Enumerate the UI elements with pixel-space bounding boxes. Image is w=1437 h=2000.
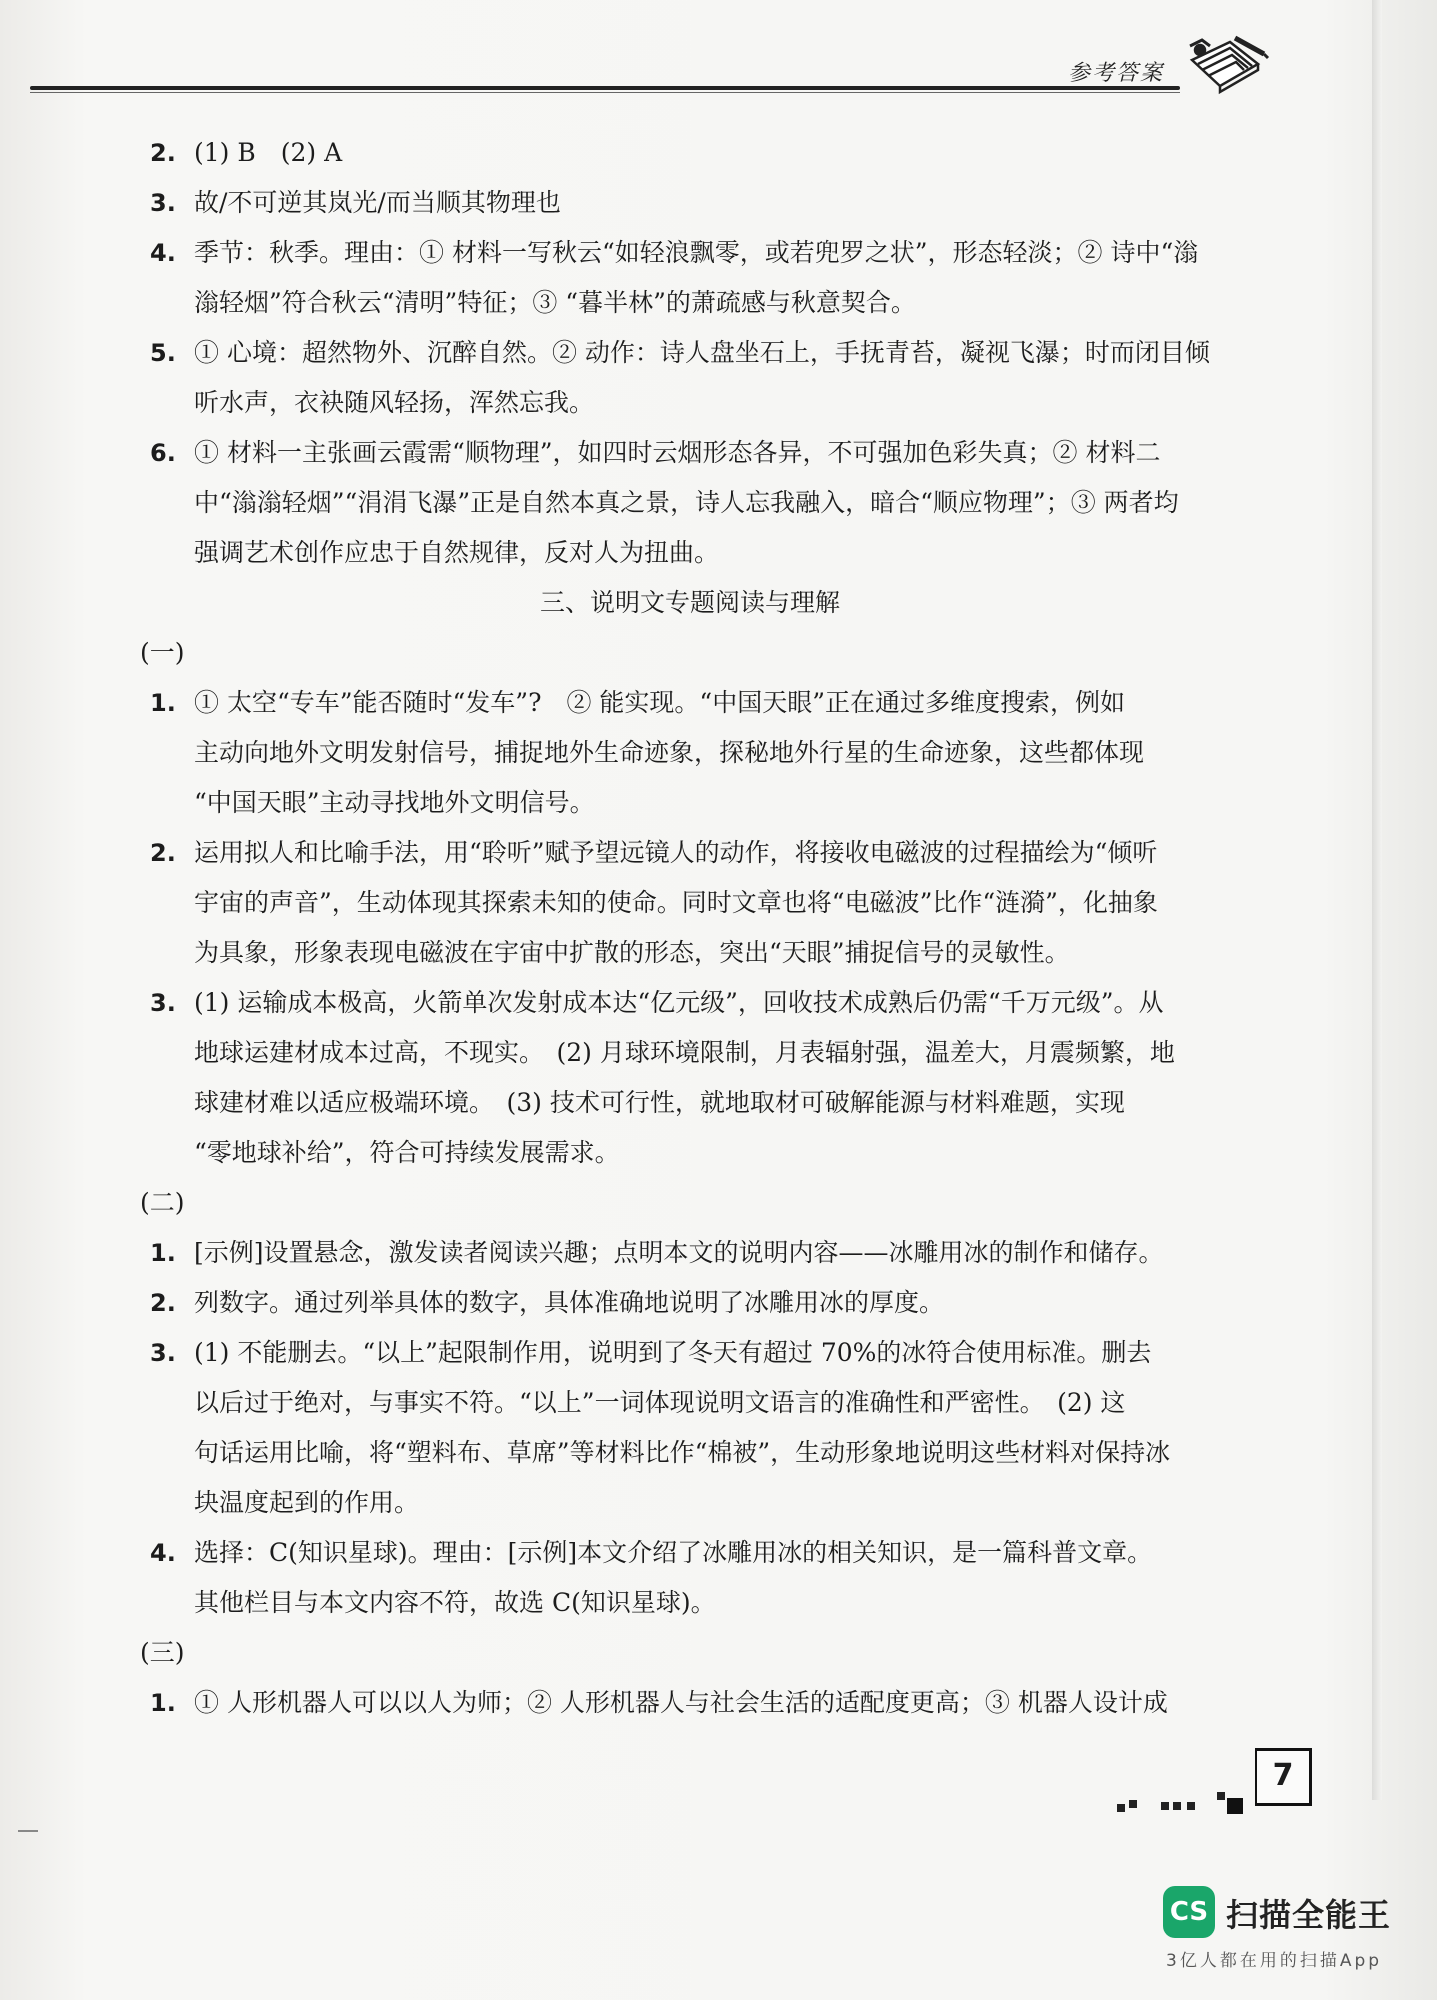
answer-item [150, 1328, 1230, 1528]
answer-line: [示例]设置悬念，激发读者阅读兴趣；点明本文的说明内容——冰雕用冰的制作和储存。 [194, 1238, 1164, 1267]
item-number: 5. [150, 339, 176, 367]
watermark-name: 扫描全能王 [1226, 1896, 1392, 1934]
answer-line: 地球运建材成本过高，不现实。 (2) 月球环境限制，月表辐射强，温差大，月震频繁，地 [194, 1038, 1175, 1067]
item-number: 2. [150, 139, 176, 167]
answer-line: ① 太空“专车”能否随时“发车”? ② 能实现。“中国天眼”正在通过多维度搜索，例如 [194, 688, 1125, 717]
item-number: 4. [150, 239, 176, 267]
answer-line: “零地球补给”，符合可持续发展需求。 [194, 1138, 620, 1167]
answer-line: 块温度起到的作用。 [194, 1488, 420, 1517]
answer-line: “中国天眼”主动寻找地外文明信号。 [194, 788, 595, 817]
answer-item [150, 128, 1230, 178]
answer-content [140, 128, 1230, 1728]
part-label: (一) [140, 638, 185, 667]
watermark-slogan: 3亿人都在用的扫描App [1166, 1951, 1383, 1971]
decorative-dots [1115, 1790, 1265, 1820]
answer-line: 听水声，衣袂随风轻扬，浑然忘我。 [194, 388, 595, 417]
part-label: (二) [140, 1188, 185, 1217]
answer-item [150, 228, 1230, 328]
answer-item [150, 428, 1230, 578]
part-label: (三) [140, 1638, 185, 1667]
page-edge-shadow [1372, 0, 1382, 1800]
answer-line: ① 人形机器人可以以人为师；② 人形机器人与社会生活的适配度更高；③ 机器人设计成 [194, 1688, 1168, 1717]
answer-line: (1) B (2) A [194, 138, 343, 167]
answer-line: 选择：C(知识星球)。理由：[示例]本文介绍了冰雕用冰的相关知识，是一篇科普文章。 [194, 1538, 1153, 1567]
item-number: 1. [150, 1689, 176, 1717]
answer-item [150, 678, 1230, 828]
answer-item [150, 1228, 1230, 1278]
answer-line: 以后过于绝对，与事实不符。“以上”一词体现说明文语言的准确性和严密性。 (2) 这 [194, 1388, 1126, 1417]
page-number: 7 [1255, 1748, 1312, 1806]
answer-line: 季节：秋季。理由：① 材料一写秋云“如轻浪飘零，或若兜罗之状”，形态轻淡；② 诗中“滃 [194, 238, 1199, 267]
answer-item [150, 178, 1230, 228]
answer-line: (1) 不能删去。“以上”起限制作用，说明到了冬天有超过 70%的冰符合使用标准。删去 [194, 1338, 1152, 1367]
item-number: 1. [150, 1239, 176, 1267]
answer-line: 故/不可逆其岚光/而当顺其物理也 [194, 188, 561, 217]
answer-line: 句话运用比喻，将“塑料布、草席”等材料比作“棉被”，生动形象地说明这些材料对保持冰 [194, 1438, 1171, 1467]
answer-item [150, 978, 1230, 1178]
answer-line: 中“滃滃轻烟”“涓涓飞瀑”正是自然本真之景，诗人忘我融入，暗合“顺应物理”；③ 两者均 [194, 488, 1179, 517]
answer-line: 主动向地外文明发射信号，捕捉地外生命迹象，探秘地外行星的生命迹象，这些都体现 [194, 738, 1145, 767]
item-number: 2. [150, 1289, 176, 1317]
answer-item [150, 1278, 1230, 1328]
answer-line: (1) 运输成本极高，火箭单次发射成本达“亿元级”，回收技术成熟后仍需“千万元级”。从 [194, 988, 1164, 1017]
header-title: 参考答案 [1068, 61, 1165, 86]
item-number: 6. [150, 439, 176, 467]
answer-item [150, 328, 1230, 428]
scan-mark [18, 1830, 38, 1832]
item-number: 1. [150, 689, 176, 717]
camscanner-logo-icon: CS [1163, 1886, 1215, 1938]
answer-line: 其他栏目与本文内容不符，故选 C(知识星球)。 [194, 1588, 716, 1617]
item-number: 3. [150, 1339, 176, 1367]
section-title: 三、说明文专题阅读与理解 [539, 588, 840, 617]
answer-item [150, 1528, 1230, 1628]
answer-line: 滃轻烟”符合秋云“清明”特征；③ “暮半林”的萧疏感与秋意契合。 [194, 288, 916, 317]
header-rule [30, 86, 1180, 90]
item-number: 4. [150, 1539, 176, 1567]
answer-line: 宇宙的声音”，生动体现其探索未知的使命。同时文章也将“电磁波”比作“涟漪”，化抽象 [194, 888, 1158, 917]
answer-line: 强调艺术创作应忠于自然规律，反对人为扭曲。 [194, 538, 720, 567]
item-number: 3. [150, 989, 176, 1017]
answer-line: ① 心境：超然物外、沉醉自然。② 动作：诗人盘坐石上，手抚青苔，凝视飞瀑；时而闭目倾 [194, 338, 1210, 367]
notebook-pen-icon [1180, 30, 1270, 100]
item-number: 3. [150, 189, 176, 217]
header-rule-thin [30, 92, 1180, 93]
answer-item [150, 828, 1230, 978]
answer-item [150, 1678, 1230, 1728]
answer-line: 为具象，形象表现电磁波在宇宙中扩散的形态，突出“天眼”捕捉信号的灵敏性。 [194, 938, 1070, 967]
answer-line: 球建材难以适应极端环境。 (3) 技术可行性，就地取材可破解能源与材料难题，实现 [194, 1088, 1125, 1117]
answer-line: ① 材料一主张画云霞需“顺物理”，如四时云烟形态各异，不可强加色彩失真；② 材料二 [194, 438, 1161, 467]
answer-line: 列数字。通过列举具体的数字，具体准确地说明了冰雕用冰的厚度。 [194, 1288, 945, 1317]
item-number: 2. [150, 839, 176, 867]
answer-line: 运用拟人和比喻手法，用“聆听”赋予望远镜人的动作，将接收电磁波的过程描绘为“倾听 [194, 838, 1158, 867]
